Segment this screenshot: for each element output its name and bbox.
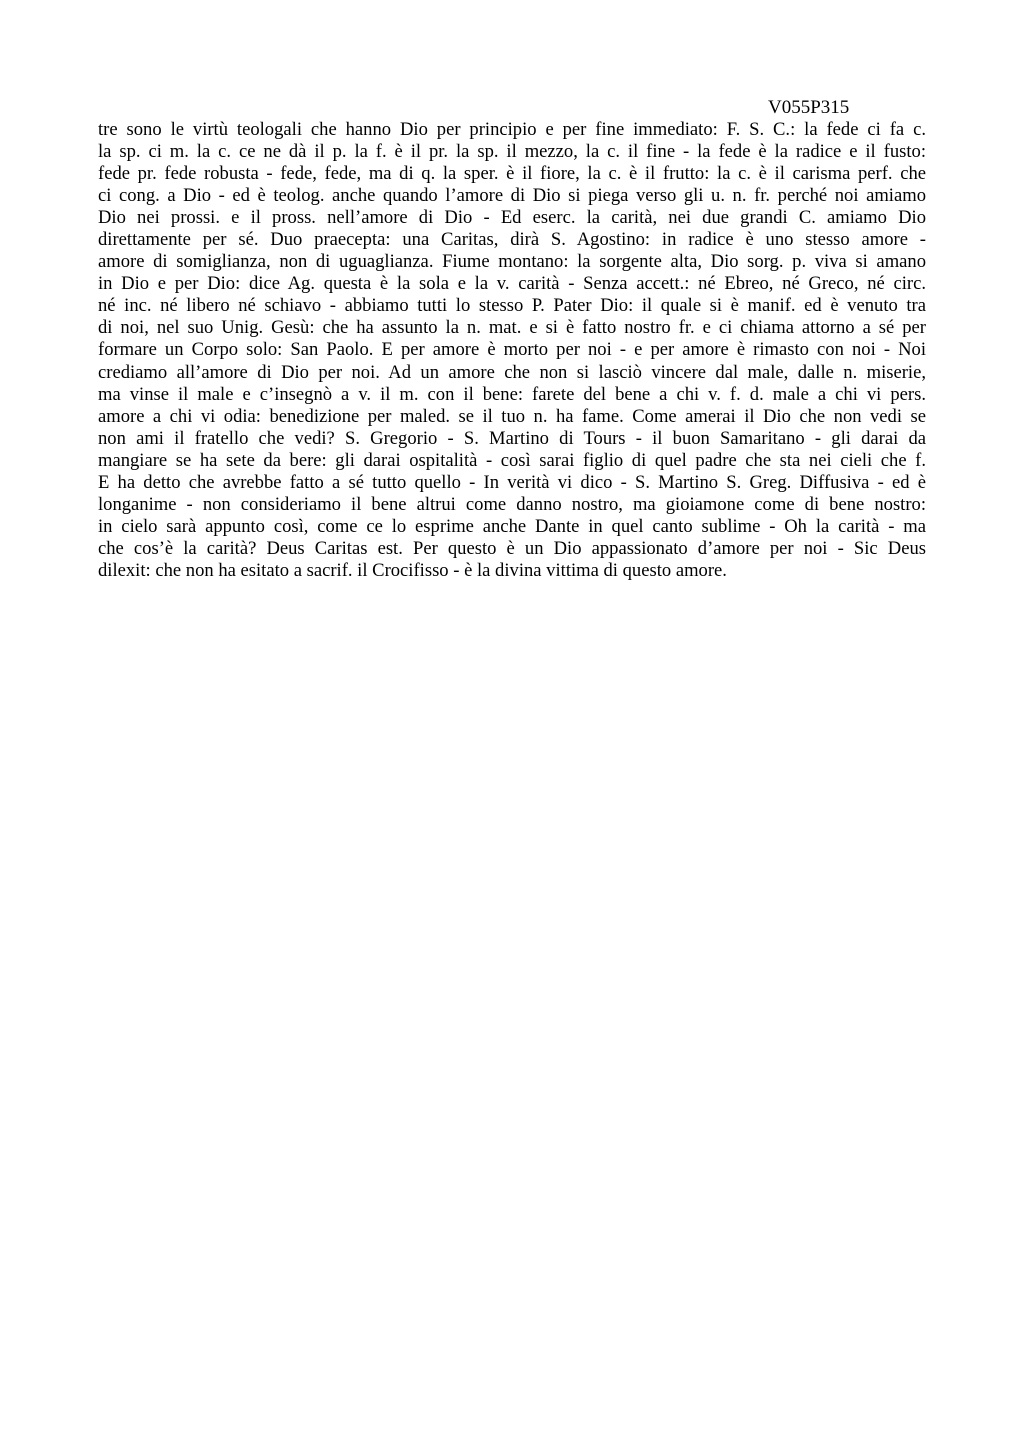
text-line: mangiare se ha sete da bere: gli darai ospitalità - così sarai figlio di quel padre che sta nei cieli che f. [98, 449, 926, 471]
text-line: direttamente per sé. Duo praecepta: una Caritas, dirà S. Agostino: in radice è uno stesso amore - [98, 229, 926, 251]
text-line: in cielo sarà appunto così, come ce lo esprime anche Dante in quel canto sublime - Oh la carità - ma [98, 515, 926, 537]
text-line: la sp. ci m. la c. ce ne dà il p. la f. è il pr. la sp. il mezzo, la c. il fine - la fede è la radice e il fusto: [98, 141, 926, 163]
text-line: né inc. né libero né schiavo - abbiamo tutti lo stesso P. Pater Dio: il quale si è manif. ed è venuto tra [98, 295, 926, 317]
text-line: tre sono le virtù teologali che hanno Dio per principio e per fine immediato: F. S. C.: la fede ci fa c. [98, 119, 926, 140]
body-text [98, 119, 926, 582]
page-identifier: V055P315 [768, 97, 850, 118]
text-line: E ha detto che avrebbe fatto a sé tutto quello - In verità vi dico - S. Martino S. Greg. Diffusiva - ed è [98, 471, 926, 493]
text-line: che cos’è la carità? Deus Caritas est. Per questo è un Dio appassionato d’amore per noi - Sic Deus [98, 537, 926, 559]
text-line: non ami il fratello che vedi? S. Gregorio - S. Martino di Tours - il buon Samaritano - gli darai da [98, 427, 926, 449]
text-line: amore a chi vi odia: benedizione per maled. se il tuo n. ha fame. Come amerai il Dio che non vedi se [98, 405, 926, 427]
text-line: formare un Corpo solo: San Paolo. E per amore è morto per noi - e per amore è rimasto con noi - Noi [98, 339, 926, 361]
text-line: ma vinse il male e c’insegnò a v. il m. con il bene: farete del bene a chi v. f. d. male a chi vi pers. [98, 383, 926, 405]
text-line: dilexit: che non ha esitato a sacrif. il Crocifisso - è la divina vittima di questo amore. [98, 559, 727, 581]
text-line: Dio nei prossi. e il pross. nell’amore di Dio - Ed eserc. la carità, nei due grandi C. amiamo Dio [98, 207, 926, 229]
text-line: longanime - non consideriamo il bene altrui come danno nostro, ma gioiamone come di bene nostro: [98, 493, 926, 515]
text-line: crediamo all’amore di Dio per noi. Ad un amore che non si lasciò vincere dal male, dalle n. miserie, [98, 361, 926, 383]
text-line: in Dio e per Dio: dice Ag. questa è la sola e la v. carità - Senza accett.: né Ebreo, né Greco, né circ. [98, 273, 926, 295]
text-line: fede pr. fede robusta - fede, fede, ma di q. la sper. è il fiore, la c. è il frutto: la c. è il carisma perf. che [98, 163, 926, 185]
text-line: amore di somiglianza, non di uguaglianza. Fiume montano: la sorgente alta, Dio sorg. p. viva si amano [98, 251, 926, 273]
text-line: ci cong. a Dio - ed è teolog. anche quando l’amore di Dio si piega verso gli u. n. fr. perché noi amiamo [98, 185, 926, 207]
text-line: di noi, nel suo Unig. Gesù: che ha assunto la n. mat. e si è fatto nostro fr. e ci chiama attorno a sé per [98, 317, 926, 339]
